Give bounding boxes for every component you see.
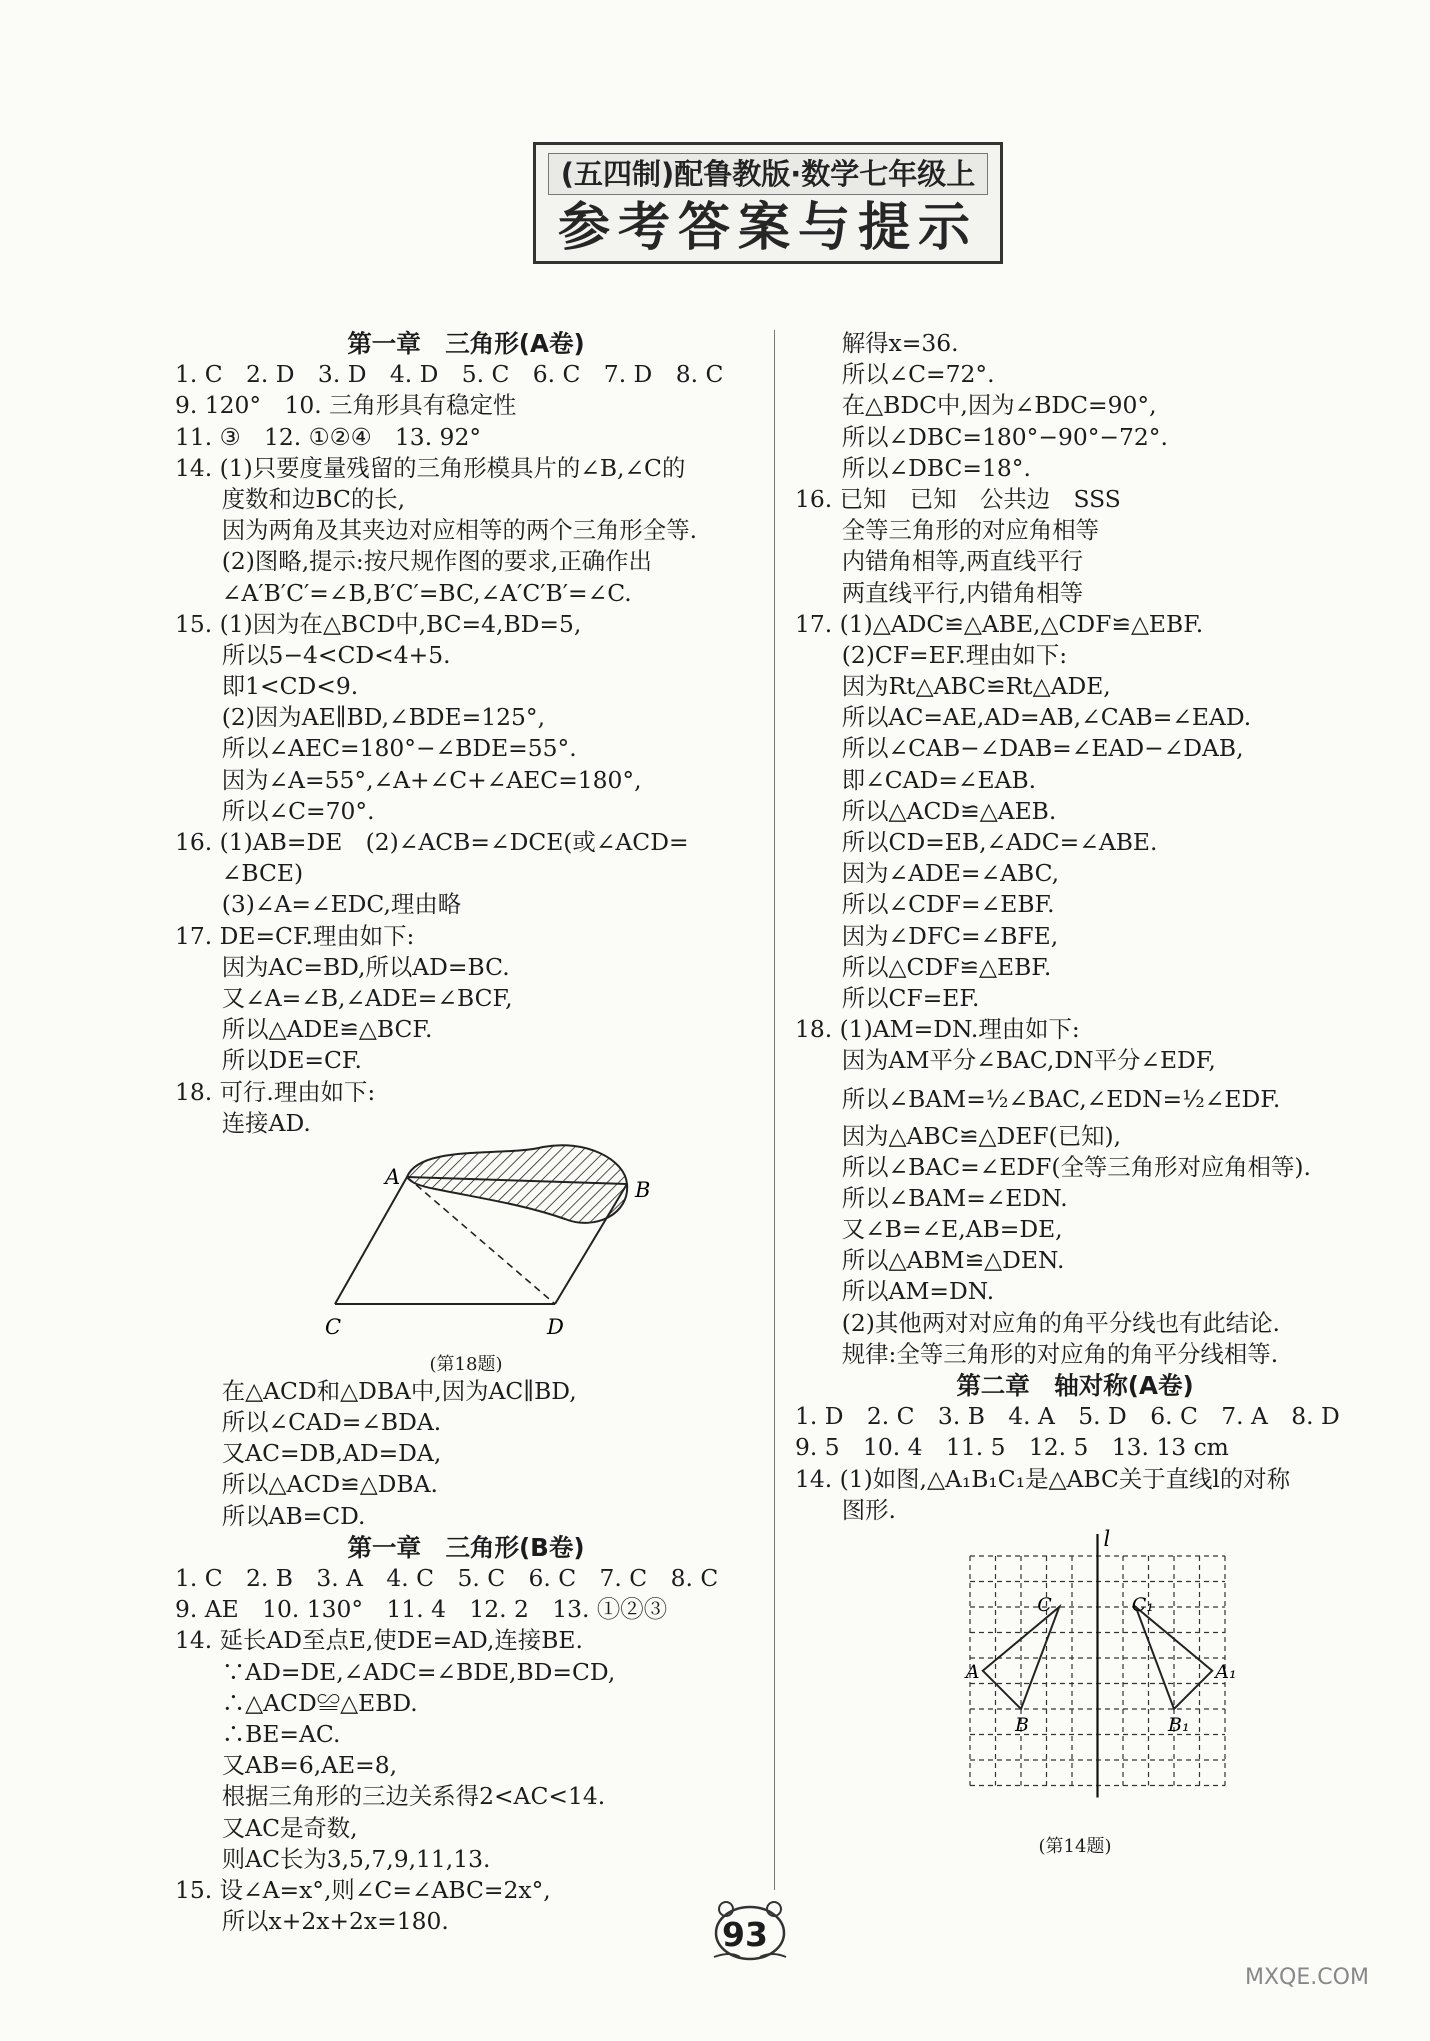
answer-line: 在△BDC中,因为∠BDC=90°,	[795, 391, 1157, 420]
answer-line: 所以∠CAB−∠DAB=∠EAD−∠DAB,	[795, 734, 1244, 763]
label-A: A	[965, 1660, 980, 1683]
label-A: A	[385, 1164, 401, 1189]
answer-line: (2)因为AE∥BD,∠BDE=125°,	[175, 703, 546, 732]
answer-line: 全等三角形的对应角相等	[795, 516, 1100, 545]
answer-line: 因为∠DFC=∠BFE,	[795, 921, 1059, 950]
answer-line: 规律:全等三角形的对应角的角平分线相等.	[795, 1339, 1279, 1368]
answer-line: 所以DE=CF.	[175, 1046, 362, 1075]
watermark: MXQE.COM	[1245, 1965, 1369, 1990]
answer-line: 1. D 2. C 3. B 4. A 5. D 6. C 7. A 8. D	[795, 1402, 1340, 1431]
section-heading: 第一章 三角形(A卷)	[347, 329, 585, 358]
answer-line: (3)∠A=∠EDC,理由略	[175, 890, 462, 919]
answer-line: 所以∠BAM=∠EDN.	[795, 1183, 1068, 1212]
answer-line: 因为Rt△ABC≌Rt△ADE,	[795, 672, 1111, 701]
label-B: B	[1015, 1713, 1029, 1736]
answer-line: 因为∠A=55°,∠A+∠C+∠AEC=180°,	[175, 765, 642, 794]
answer-line: 连接AD.	[175, 1108, 311, 1137]
answer-line: 所以CF=EF.	[795, 983, 980, 1012]
label-C1: C₁	[1131, 1593, 1154, 1616]
answer-line: (2)其他两对对应角的角平分线也有此结论.	[795, 1308, 1280, 1337]
header-banner	[533, 142, 1003, 264]
label-C: C	[325, 1314, 342, 1339]
answer-line: 所以AM=DN.	[795, 1277, 995, 1306]
label-line-l: l	[1103, 1526, 1111, 1551]
answer-line: 所以CD=EB,∠ADC=∠ABE.	[795, 828, 1158, 856]
label-C: C	[1037, 1593, 1052, 1616]
header-title: 参考答案与提示	[557, 198, 978, 258]
figure-14	[795, 1526, 1355, 1858]
answer-line: 所以∠C=70°.	[175, 796, 375, 825]
figure-14-drawing	[795, 1526, 1355, 1826]
answer-line: 所以∠BAM=½∠BAC,∠EDN=½∠EDF.	[795, 1084, 1281, 1113]
answer-line: (2)图略,提示:按尺规作图的要求,正确作出	[175, 547, 652, 576]
answer-line: 所以AB=CD.	[175, 1501, 366, 1530]
answer-line: ∴△ACD≌△EBD.	[175, 1688, 418, 1717]
answer-line: 14. (1)只要度量残留的三角形模具片的∠B,∠C的	[175, 453, 686, 482]
answer-line: 因为两角及其夹边对应相等的两个三角形全等.	[175, 516, 698, 545]
left-column	[175, 328, 757, 1937]
answer-line: ∵AD=DE,∠ADC=∠BDE,BD=CD,	[175, 1657, 616, 1686]
answer-line: 1. C 2. D 3. D 4. D 5. C 6. C 7. D 8. C	[175, 360, 724, 389]
answer-line: 9. AE 10. 130° 11. 4 12. 2 13. ①②③	[175, 1595, 668, 1624]
answer-line: 图形.	[795, 1495, 896, 1524]
answer-line: 所以AC=AE,AD=AB,∠CAB=∠EAD.	[795, 703, 1252, 732]
section-heading: 第一章 三角形(B卷)	[347, 1532, 585, 1562]
answer-line: 所以∠AEC=180°−∠BDE=55°.	[175, 734, 577, 763]
answer-line: 所以∠DBC=180°−90°−72°.	[795, 422, 1168, 451]
answer-line: 18. 可行.理由如下:	[175, 1077, 376, 1106]
answer-line: 9. 120° 10. 三角形具有稳定性	[175, 391, 517, 420]
answer-line: (2)CF=EF.理由如下:	[795, 640, 1068, 669]
answer-line: 解得x=36.	[795, 329, 959, 357]
label-B1: B₁	[1168, 1713, 1190, 1736]
answer-line: 度数和边BC的长,	[175, 484, 406, 513]
answer-line: 所以5−4<CD<4+5.	[175, 640, 451, 669]
answer-line: 14. 延长AD至点E,使DE=AD,连接BE.	[175, 1626, 583, 1655]
header-subtitle: (五四制)配鲁教版·数学七年级上	[548, 153, 988, 195]
answer-line: 在△ACD和△DBA中,因为AC∥BD,	[175, 1376, 577, 1405]
figure-18-caption: (第18题)	[429, 1353, 503, 1375]
answer-line: 16. 已知 已知 公共边 SSS	[795, 484, 1121, 513]
answer-line: 所以△CDF≌△EBF.	[795, 952, 1052, 981]
answer-line: 内错角相等,两直线平行	[795, 547, 1084, 576]
answer-line: ∴BE=AC.	[175, 1719, 341, 1748]
answer-line: 1. C 2. B 3. A 4. C 5. C 6. C 7. C 8. C	[175, 1564, 719, 1592]
answer-line: 所以x+2x+2x=180.	[175, 1907, 449, 1936]
answer-line: ∠A′B′C′=∠B,B′C′=BC,∠A′C′B′=∠C.	[175, 578, 632, 607]
answer-line: 因为∠ADE=∠ABC,	[795, 859, 1060, 888]
answer-line: 则AC长为3,5,7,9,11,13.	[175, 1844, 491, 1873]
answer-line: 因为△ABC≌△DEF(已知),	[795, 1121, 1122, 1150]
answer-line: 15. 设∠A=x°,则∠C=∠ABC=2x°,	[175, 1875, 551, 1904]
answer-line: 所以∠CAD=∠BDA.	[175, 1408, 442, 1437]
answer-line: 所以∠BAC=∠EDF(全等三角形对应角相等).	[795, 1152, 1311, 1181]
label-B: B	[635, 1177, 651, 1202]
figure-18	[175, 1139, 757, 1376]
answer-line: 即∠CAD=∠EAB.	[795, 765, 1037, 794]
answer-line: 所以∠C=72°.	[795, 360, 995, 389]
section-heading: 第二章 轴对称(A卷)	[956, 1371, 1194, 1400]
label-D: D	[547, 1314, 564, 1339]
answer-line: 即1<CD<9.	[175, 672, 359, 701]
page-number: 93	[722, 1915, 768, 1954]
label-A1: A₁	[1215, 1660, 1237, 1683]
answer-line: 又AC=DB,AD=DA,	[175, 1439, 442, 1468]
answer-line: 16. (1)AB=DE (2)∠ACB=∠DCE(或∠ACD=	[175, 828, 689, 856]
answer-line: 17. DE=CF.理由如下:	[175, 921, 415, 950]
answer-line: ∠BCE)	[175, 859, 304, 888]
answer-line: 又AB=6,AE=8,	[175, 1751, 398, 1780]
answer-line: 18. (1)AM=DN.理由如下:	[795, 1015, 1080, 1044]
answer-line: 两直线平行,内错角相等	[795, 578, 1084, 607]
column-divider	[774, 330, 775, 1890]
answer-line: 又∠A=∠B,∠ADE=∠BCF,	[175, 983, 513, 1012]
figure-18-drawing	[175, 1139, 757, 1344]
answer-line: 所以△ADE≌△BCF.	[175, 1015, 433, 1044]
answer-line: 所以△ACD≌△AEB.	[795, 796, 1057, 825]
answer-line: 所以△ABM≌△DEN.	[795, 1246, 1065, 1275]
answer-line: 17. (1)△ADC≌△ABE,△CDF≌△EBF.	[795, 609, 1204, 638]
answer-line: 14. (1)如图,△A₁B₁C₁是△ABC关于直线l的对称	[795, 1464, 1291, 1493]
answer-line: 15. (1)因为在△BCD中,BC=4,BD=5,	[175, 609, 582, 638]
answer-line: 所以△ACD≌△DBA.	[175, 1470, 438, 1499]
answer-line: 9. 5 10. 4 11. 5 12. 5 13. 13 cm	[795, 1433, 1229, 1462]
answer-line: 又∠B=∠E,AB=DE,	[795, 1215, 1063, 1244]
answer-line: 根据三角形的三边关系得2<AC<14.	[175, 1782, 606, 1811]
answer-line: 所以∠CDF=∠EBF.	[795, 890, 1055, 919]
right-column	[795, 328, 1355, 1858]
answer-line: 又AC是奇数,	[175, 1813, 358, 1842]
answer-line: 因为AC=BD,所以AD=BC.	[175, 952, 510, 981]
answer-line: 因为AM平分∠BAC,DN平分∠EDF,	[795, 1046, 1216, 1075]
answer-line: 11. ③ 12. ①②④ 13. 92°	[175, 422, 482, 451]
answer-line: 所以∠DBC=18°.	[795, 453, 1031, 482]
figure-14-caption: (第14题)	[1038, 1835, 1112, 1857]
